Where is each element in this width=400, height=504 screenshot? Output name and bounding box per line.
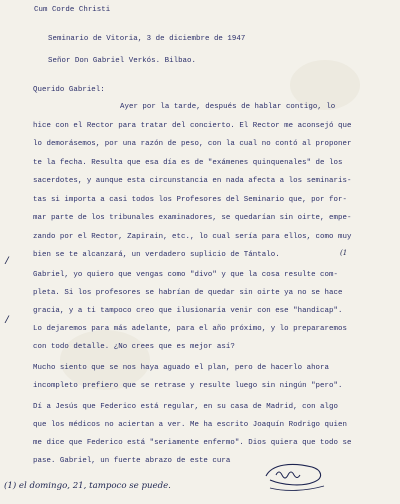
body-line: Ayer por la tarde, después de hablar contigo, lo [120,103,336,111]
margin-mark: / [4,316,11,327]
recipient: Señor Don Gabriel Verkós. Bilbao. [48,57,197,65]
body-line: hice con el Rector para tratar del concierto. El Rector me aconsejó que [33,122,352,130]
body-line: bien se te alcanzará, un verdadero suplicio de Tántalo. [33,251,280,259]
body-line: Mucho siento que se nos haya aguado el plan, pero de hacerlo ahora [33,364,330,372]
body-line: Dí a Jesús que Federico está regular, en su casa de Madrid, con algo [33,403,338,411]
body-line: zando por el Rector, Zapirain, etc., lo cual sería para ellos, como muy [33,233,352,241]
body-line: te la fecha. Resulta que esa día es de "exámenes quinquenales" de los [33,159,343,167]
body-line: con todo detalle. ¿No crees que es mejor así? [33,343,235,351]
body-line: me dice que Federico está "seriamente enfermo". Dios quiera que todo se [33,439,352,447]
body-line: gracia, y a ti tampoco creo que ilusionaría venir con ese "handicap". [33,307,343,315]
body-line: pase. Gabriel, un fuerte abrazo de este cura [33,457,231,465]
place-date: Seminario de Vitoria, 3 de diciembre de 1947 [48,35,246,43]
body-line: mar parte de los tribunales examinadores, se quedarían sin oirte, empe- [33,214,352,222]
body-line: incompleto prefiero que se retrase y resulte luego sin ningún "pero". [33,382,343,390]
body-line: pleta. Si los profesores se habrían de quedar sin oirte ya no se hace [33,289,343,297]
body-line: lo demorásemos, por una razón de peso, con la cual no contó al proponer [33,140,352,148]
paper-stain [60,330,150,390]
signature [262,458,328,494]
body-line: Lo dejaremos para más adelante, para el año próximo, y lo prepararemos [33,325,347,333]
footnote-marker: (1 [340,249,348,257]
margin-mark: / [4,257,11,268]
salutation: Querido Gabriel: [33,86,105,94]
body-line: que los médicos no aciertan a ver. Me ha escrito Joaquín Rodrigo quien [33,421,347,429]
body-line: tas si importa a casi todos los Profesores del Seminario que, por for- [33,196,347,204]
body-line: sacerdotes, y aunque esta circunstancia en nada afecta a los seminaris- [33,177,352,185]
letter-header: Cum Corde Christi [34,6,111,14]
body-line: Gabriel, yo quiero que vengas como "divo" y que la cosa resulte com- [33,271,338,279]
handwritten-footnote: (1) el domingo, 21, tampoco se puede. [4,481,171,491]
